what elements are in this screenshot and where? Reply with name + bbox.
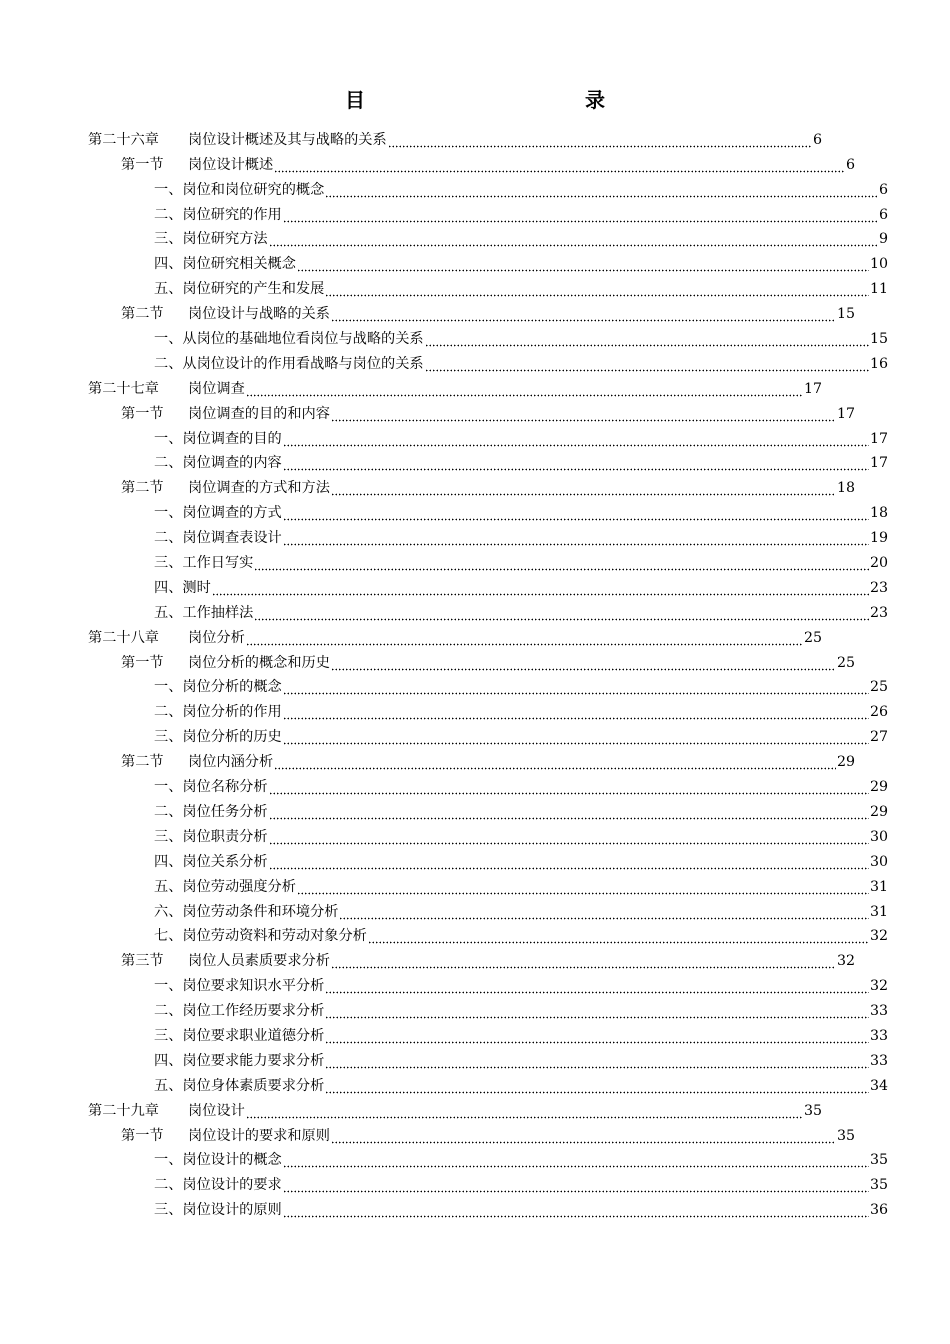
toc-entry-number: 一、 [154, 430, 183, 447]
toc-entry-number: 四、 [154, 853, 183, 870]
toc-entry-title: 岗位调查的目的 [182, 430, 282, 447]
toc-entry-number: 二、 [154, 803, 183, 820]
toc-entry-number: 第一节 [121, 405, 164, 422]
dot-leader [274, 753, 836, 771]
toc-entry[interactable] [0, 1120, 855, 1145]
toc-entry-number: 三、 [154, 1202, 183, 1219]
toc-entry-page-number: 33 [869, 1052, 888, 1069]
toc-entry[interactable] [0, 1169, 888, 1194]
toc-entry-number: 二、 [154, 1003, 183, 1020]
toc-entry[interactable] [0, 248, 888, 273]
table-of-contents [0, 124, 950, 1219]
toc-entry-page-number: 27 [869, 729, 888, 746]
toc-entry-page-number: 35 [803, 1102, 822, 1119]
dot-leader [297, 255, 869, 273]
toc-entry-page-number: 31 [869, 878, 888, 895]
toc-entry[interactable] [0, 921, 888, 946]
toc-entry[interactable] [0, 1045, 888, 1070]
toc-entry-number: 三、 [154, 1027, 183, 1044]
dot-leader [325, 1002, 869, 1020]
toc-entry-title: 岗位和岗位研究的概念 [182, 181, 325, 198]
toc-entry[interactable] [0, 373, 822, 398]
dot-leader [283, 1176, 869, 1194]
toc-entry[interactable] [0, 572, 888, 597]
dot-leader [246, 629, 803, 647]
toc-entry-title: 岗位关系分析 [182, 853, 268, 870]
dot-leader [283, 529, 869, 547]
toc-entry[interactable] [0, 1070, 888, 1095]
dot-leader [325, 1077, 869, 1095]
toc-entry-number: 一、 [154, 181, 183, 198]
dot-leader [254, 554, 869, 572]
toc-entry-page-number: 30 [869, 853, 888, 870]
toc-entry-page-number: 32 [836, 953, 855, 970]
toc-entry[interactable] [0, 896, 888, 921]
toc-entry-number: 第一节 [121, 1127, 164, 1144]
toc-entry-page-number: 25 [869, 679, 888, 696]
toc-entry-number: 三、 [154, 729, 183, 746]
toc-entry-page-number: 31 [869, 903, 888, 920]
dot-leader [331, 479, 836, 497]
toc-entry-number: 四、 [154, 256, 183, 273]
toc-entry-title: 岗位研究的产生和发展 [182, 281, 325, 298]
dot-leader [331, 405, 836, 423]
toc-entry[interactable] [0, 970, 888, 995]
toc-entry-title: 岗位要求知识水平分析 [182, 978, 325, 995]
toc-entry-title: 岗位设计的原则 [182, 1202, 282, 1219]
toc-entry-page-number: 15 [869, 331, 888, 348]
toc-entry-title: 岗位调查 [188, 380, 245, 397]
toc-entry-title: 岗位分析的概念 [182, 679, 282, 696]
toc-entry-number: 七、 [154, 928, 183, 945]
toc-entry-page-number: 33 [869, 1003, 888, 1020]
toc-entry-page-number: 29 [836, 754, 855, 771]
toc-entry-title: 岗位调查表设计 [182, 530, 282, 547]
toc-entry[interactable] [0, 597, 888, 622]
toc-entry-number: 第二十九章 [88, 1102, 159, 1119]
dot-leader [325, 1027, 869, 1045]
toc-entry-page-number: 29 [869, 803, 888, 820]
dot-leader [368, 927, 869, 945]
toc-entry[interactable] [0, 622, 822, 647]
toc-entry-page-number: 36 [869, 1202, 888, 1219]
toc-entry-title: 岗位调查的方式 [182, 505, 282, 522]
toc-entry[interactable] [0, 522, 888, 547]
dot-leader [425, 355, 869, 373]
toc-entry-page-number: 32 [869, 978, 888, 995]
toc-entry[interactable] [0, 672, 888, 697]
toc-entry-title: 岗位调查的目的和内容 [188, 405, 330, 422]
toc-entry-number: 六、 [154, 903, 183, 920]
dot-leader [325, 1052, 869, 1070]
dot-leader [283, 206, 878, 224]
toc-entry-number: 一、 [154, 978, 183, 995]
toc-entry[interactable] [0, 547, 888, 572]
toc-entry-number: 五、 [154, 604, 183, 621]
toc-entry-title: 岗位要求职业道德分析 [182, 1027, 325, 1044]
dot-leader [331, 305, 836, 323]
toc-entry[interactable] [0, 721, 888, 746]
toc-entry-number: 一、 [154, 1152, 183, 1169]
toc-entry-title: 岗位内涵分析 [188, 754, 274, 771]
toc-entry[interactable] [0, 995, 888, 1020]
toc-entry-title: 岗位调查的方式和方法 [188, 480, 330, 497]
toc-entry-number: 五、 [154, 281, 183, 298]
dot-leader [269, 803, 869, 821]
dot-leader [269, 230, 878, 248]
dot-leader [325, 977, 869, 995]
toc-entry-page-number: 9 [878, 231, 888, 248]
toc-entry[interactable] [0, 149, 855, 174]
dot-leader [283, 728, 869, 746]
toc-entry[interactable] [0, 771, 888, 796]
toc-entry-number: 一、 [154, 331, 183, 348]
toc-entry-page-number: 6 [845, 156, 855, 173]
toc-entry-page-number: 19 [869, 530, 888, 547]
dot-leader [283, 678, 869, 696]
toc-entry[interactable] [0, 945, 855, 970]
toc-entry-title: 岗位身体素质要求分析 [182, 1077, 325, 1094]
toc-entry-title: 岗位劳动强度分析 [182, 878, 296, 895]
toc-entry-title: 从岗位的基础地位看岗位与战略的关系 [182, 331, 424, 348]
toc-entry[interactable] [0, 846, 888, 871]
toc-entry-number: 四、 [154, 579, 183, 596]
toc-entry-number: 三、 [154, 555, 183, 572]
toc-entry[interactable] [0, 1194, 888, 1219]
dot-leader [297, 878, 869, 896]
toc-entry[interactable] [0, 1095, 822, 1120]
toc-entry[interactable] [0, 448, 888, 473]
toc-entry-page-number: 17 [836, 405, 855, 422]
toc-entry[interactable] [0, 423, 888, 448]
toc-entry[interactable] [0, 124, 822, 149]
toc-entry-number: 二、 [154, 1177, 183, 1194]
toc-entry-title: 岗位分析的历史 [182, 729, 282, 746]
toc-entry-page-number: 23 [869, 579, 888, 596]
toc-entry-page-number: 23 [869, 604, 888, 621]
toc-entry-page-number: 30 [869, 828, 888, 845]
toc-entry-title: 工作日写实 [182, 555, 254, 572]
toc-entry-title: 测时 [182, 579, 211, 596]
dot-leader [283, 454, 869, 472]
toc-entry-number: 第一节 [121, 156, 164, 173]
dot-leader [331, 654, 836, 672]
dot-leader [269, 853, 869, 871]
toc-entry-page-number: 35 [869, 1152, 888, 1169]
page-title: 目 录 [345, 88, 665, 112]
dot-leader [425, 330, 869, 348]
toc-entry[interactable] [0, 472, 855, 497]
toc-entry[interactable] [0, 398, 855, 423]
toc-entry-number: 第二节 [121, 480, 164, 497]
dot-leader [325, 280, 869, 298]
toc-entry[interactable] [0, 647, 855, 672]
toc-entry-page-number: 20 [869, 555, 888, 572]
toc-entry-title: 从岗位设计的作用看战略与岗位的关系 [182, 355, 424, 372]
toc-entry-number: 第三节 [121, 953, 164, 970]
toc-entry-number: 二、 [154, 355, 183, 372]
toc-entry-title: 岗位职责分析 [182, 828, 268, 845]
toc-entry-number: 三、 [154, 231, 183, 248]
toc-entry-title: 岗位设计的要求 [182, 1177, 282, 1194]
toc-entry[interactable] [0, 497, 888, 522]
toc-entry-page-number: 35 [869, 1177, 888, 1194]
toc-entry-number: 二、 [154, 704, 183, 721]
toc-entry-number: 一、 [154, 679, 183, 696]
toc-entry[interactable] [0, 1145, 888, 1170]
toc-entry-title: 岗位人员素质要求分析 [188, 953, 330, 970]
toc-entry-page-number: 18 [836, 480, 855, 497]
toc-entry-page-number: 26 [869, 704, 888, 721]
toc-entry-number: 四、 [154, 1052, 183, 1069]
toc-entry-number: 一、 [154, 505, 183, 522]
dot-leader [283, 1201, 869, 1219]
toc-entry-number: 二、 [154, 206, 183, 223]
toc-entry-title: 岗位设计的要求和原则 [188, 1127, 330, 1144]
toc-entry[interactable] [0, 1020, 888, 1045]
toc-entry-page-number: 17 [803, 380, 822, 397]
toc-entry-page-number: 25 [836, 654, 855, 671]
toc-entry-title: 岗位名称分析 [182, 779, 268, 796]
toc-entry-title: 岗位劳动条件和环境分析 [182, 903, 339, 920]
toc-entry-page-number: 6 [878, 181, 888, 198]
toc-entry-number: 三、 [154, 828, 183, 845]
toc-entry[interactable] [0, 224, 888, 249]
toc-entry-title: 岗位分析 [188, 629, 245, 646]
dot-leader [283, 1151, 869, 1169]
toc-entry[interactable] [0, 746, 855, 771]
toc-entry[interactable] [0, 348, 888, 373]
toc-entry[interactable] [0, 821, 888, 846]
dot-leader [246, 380, 803, 398]
toc-entry-title: 岗位设计与战略的关系 [188, 306, 330, 323]
toc-entry[interactable] [0, 273, 888, 298]
toc-entry-title: 岗位劳动资料和劳动对象分析 [182, 928, 367, 945]
toc-entry-title: 岗位调查的内容 [182, 455, 282, 472]
toc-entry-number: 二、 [154, 530, 183, 547]
dot-leader [325, 181, 878, 199]
dot-leader [212, 579, 869, 597]
toc-entry-page-number: 17 [869, 455, 888, 472]
dot-leader [246, 1102, 803, 1120]
toc-entry-page-number: 34 [869, 1077, 888, 1094]
toc-entry-number: 二、 [154, 455, 183, 472]
toc-entry[interactable] [0, 323, 888, 348]
toc-entry-page-number: 17 [869, 430, 888, 447]
toc-entry-title: 岗位工作经历要求分析 [182, 1003, 325, 1020]
toc-entry-page-number: 33 [869, 1027, 888, 1044]
toc-entry-page-number: 18 [869, 505, 888, 522]
toc-entry-page-number: 6 [812, 131, 822, 148]
toc-entry-title: 岗位设计概述 [188, 156, 274, 173]
toc-entry-page-number: 29 [869, 779, 888, 796]
toc-entry-page-number: 25 [803, 629, 822, 646]
dot-leader [269, 778, 869, 796]
dot-leader [339, 903, 868, 921]
toc-entry-page-number: 16 [869, 355, 888, 372]
toc-entry-page-number: 11 [869, 281, 888, 298]
toc-entry-number: 五、 [154, 878, 183, 895]
toc-entry[interactable] [0, 298, 855, 323]
toc-entry-number: 五、 [154, 1077, 183, 1094]
toc-entry-number: 第二十七章 [88, 380, 159, 397]
toc-entry[interactable] [0, 871, 888, 896]
dot-leader [283, 430, 869, 448]
toc-entry-page-number: 10 [869, 256, 888, 273]
toc-entry-title: 岗位设计的概念 [182, 1152, 282, 1169]
toc-entry-title: 岗位要求能力要求分析 [182, 1052, 325, 1069]
toc-entry-number: 第二十六章 [88, 131, 159, 148]
toc-entry-page-number: 35 [836, 1127, 855, 1144]
toc-entry-number: 第二节 [121, 306, 164, 323]
toc-entry-number: 第二十八章 [88, 629, 159, 646]
toc-entry[interactable] [0, 199, 888, 224]
toc-entry-page-number: 15 [836, 306, 855, 323]
toc-entry[interactable] [0, 796, 888, 821]
toc-entry-number: 第二节 [121, 754, 164, 771]
toc-entry[interactable] [0, 174, 888, 199]
dot-leader [274, 156, 845, 174]
toc-entry-page-number: 6 [878, 206, 888, 223]
toc-entry-title: 岗位设计 [188, 1102, 245, 1119]
dot-leader [331, 952, 836, 970]
toc-entry-title: 岗位研究相关概念 [182, 256, 296, 273]
toc-entry-title: 岗位研究方法 [182, 231, 268, 248]
toc-entry-title: 岗位设计概述及其与战略的关系 [188, 131, 387, 148]
dot-leader [283, 703, 869, 721]
toc-entry-title: 工作抽样法 [182, 604, 254, 621]
dot-leader [254, 604, 869, 622]
toc-entry-title: 岗位研究的作用 [182, 206, 282, 223]
dot-leader [269, 828, 869, 846]
toc-entry-page-number: 32 [869, 928, 888, 945]
toc-entry-title: 岗位分析的概念和历史 [188, 654, 330, 671]
toc-entry-number: 一、 [154, 779, 183, 796]
dot-leader [388, 131, 812, 149]
toc-entry-title: 岗位分析的作用 [182, 704, 282, 721]
dot-leader [283, 504, 869, 522]
toc-entry-number: 第一节 [121, 654, 164, 671]
toc-entry-title: 岗位任务分析 [182, 803, 268, 820]
dot-leader [331, 1127, 836, 1145]
toc-entry[interactable] [0, 696, 888, 721]
